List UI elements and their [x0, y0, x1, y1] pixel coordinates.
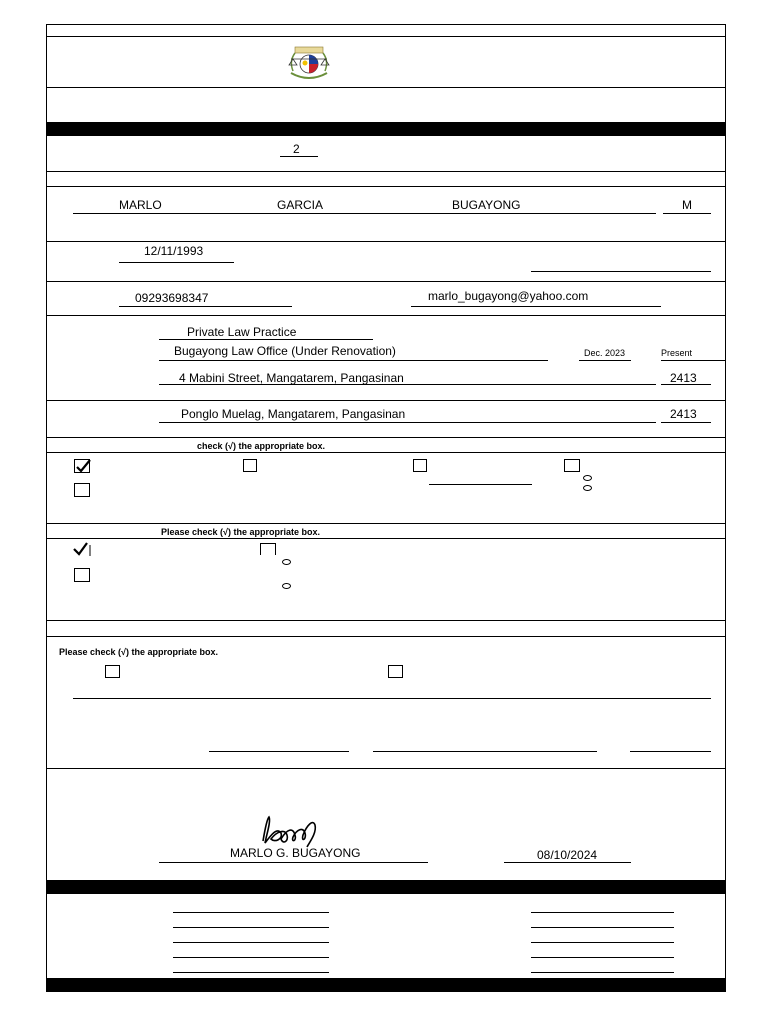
sex: M	[682, 198, 692, 212]
rule	[47, 36, 725, 37]
radio-option[interactable]	[282, 583, 291, 589]
checkbox[interactable]	[74, 483, 90, 497]
underline	[159, 384, 656, 385]
underline	[173, 972, 329, 973]
underline	[630, 751, 711, 752]
underline	[173, 927, 329, 928]
checkbox[interactable]	[243, 459, 257, 472]
checkbox[interactable]	[105, 665, 120, 678]
signatory-name: MARLO G. BUGAYONG	[230, 846, 361, 860]
underline	[173, 912, 329, 913]
underline	[531, 972, 674, 973]
underline	[531, 942, 674, 943]
underline	[504, 862, 631, 863]
underline	[531, 957, 674, 958]
residence-address: Ponglo Muelag, Mangatarem, Pangasinan	[181, 407, 406, 421]
underline	[173, 957, 329, 958]
radio-option[interactable]	[282, 559, 291, 565]
rule	[47, 315, 725, 316]
email: marlo_bugayong@yahoo.com	[428, 289, 589, 303]
underline	[661, 360, 725, 361]
section-bar	[47, 122, 725, 136]
employment-to: Present	[661, 348, 693, 358]
checkbox[interactable]	[74, 568, 90, 582]
office-address: 4 Mabini Street, Mangatarem, Pangasinan	[179, 371, 404, 385]
underline	[209, 751, 349, 752]
underline	[159, 339, 373, 340]
underline	[119, 306, 292, 307]
rule	[47, 523, 725, 524]
rule	[47, 437, 725, 438]
underline	[73, 698, 711, 699]
first-name: MARLO	[119, 198, 162, 212]
checkbox[interactable]	[260, 543, 276, 555]
underline	[280, 156, 318, 157]
rule	[47, 538, 725, 539]
check-instruction: Please check (√) the appropriate box.	[161, 527, 320, 537]
underline	[661, 422, 711, 423]
underline	[531, 271, 711, 272]
underline	[159, 422, 656, 423]
rule	[47, 186, 725, 187]
underline	[531, 912, 674, 913]
underline	[579, 360, 631, 361]
rule	[47, 636, 725, 637]
sex-underline	[663, 213, 711, 214]
underline	[429, 484, 532, 485]
section-bar	[47, 880, 725, 894]
underline	[159, 360, 548, 361]
rule	[47, 452, 725, 453]
court-seal-icon	[285, 43, 333, 88]
checkbox-checked[interactable]	[74, 459, 90, 473]
checkbox[interactable]	[564, 459, 580, 472]
check-instruction: Please check (√) the appropriate box.	[59, 647, 218, 657]
signature-date: 08/10/2024	[537, 848, 598, 862]
radio-option[interactable]	[583, 475, 592, 481]
checkbox[interactable]	[388, 665, 403, 678]
underline	[173, 942, 329, 943]
office-name: Bugayong Law Office (Under Renovation)	[174, 344, 396, 358]
birth-date: 12/11/1993	[144, 244, 204, 258]
checkbox[interactable]	[413, 459, 427, 472]
office-zip: 2413	[670, 371, 697, 385]
application-form	[46, 24, 726, 992]
underline	[411, 306, 661, 307]
record-number: 2	[293, 142, 300, 156]
employment-type: Private Law Practice	[187, 325, 297, 339]
underline	[661, 384, 711, 385]
rule	[47, 241, 725, 242]
rule	[47, 768, 725, 769]
rule	[47, 620, 725, 621]
mobile-number: 09293698347	[135, 291, 209, 305]
underline	[159, 862, 428, 863]
checkmark-icon[interactable]	[73, 541, 93, 562]
underline	[531, 927, 674, 928]
rule	[47, 281, 725, 282]
last-name: BUGAYONG	[452, 198, 521, 212]
middle-name: GARCIA	[277, 198, 324, 212]
rule	[47, 87, 725, 88]
radio-option[interactable]	[583, 485, 592, 491]
rule	[47, 400, 725, 401]
underline	[119, 262, 234, 263]
section-bar	[47, 978, 725, 992]
residence-zip: 2413	[670, 407, 697, 421]
check-instruction: check (√) the appropriate box.	[197, 441, 325, 451]
rule	[47, 171, 725, 172]
name-underline	[73, 213, 656, 214]
underline	[373, 751, 597, 752]
employment-from: Dec. 2023	[584, 348, 626, 358]
